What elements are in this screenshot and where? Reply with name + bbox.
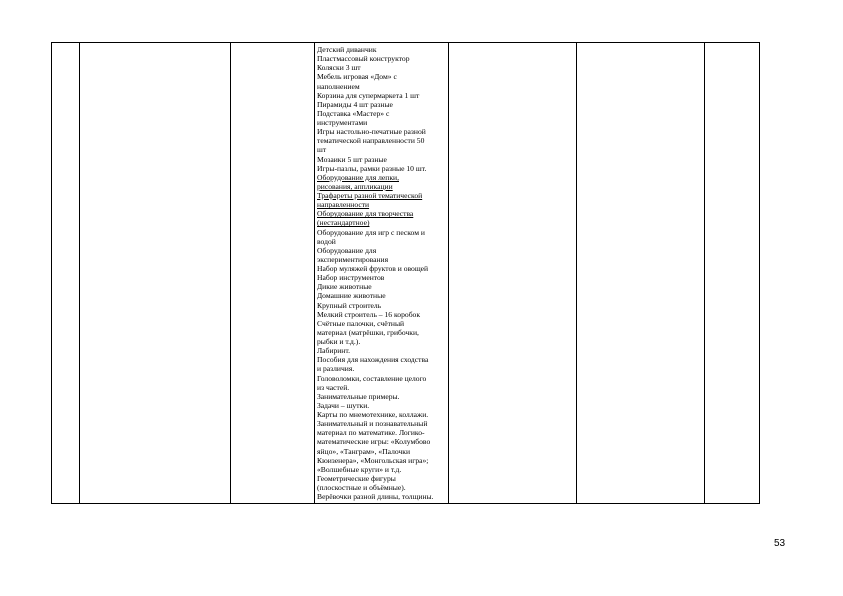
column-divider — [576, 43, 577, 503]
inventory-table — [51, 42, 760, 504]
equipment-list-line: Пособия для нахождения сходства — [317, 355, 429, 365]
equipment-list-line: материал (матрёшки, грибочки, — [317, 327, 419, 337]
equipment-list-line: Дикие животные — [317, 282, 372, 292]
equipment-list-line: Трафареты разной тематической — [317, 191, 423, 200]
page-number: 53 — [774, 538, 786, 549]
equipment-list-line: и различия. — [317, 364, 355, 374]
equipment-list-line: Занимательный и познавательный — [317, 419, 428, 429]
equipment-list-line: Верёвочки разной длины, толщины. — [317, 492, 434, 502]
equipment-list-line: Мелкий строитель – 16 коробок — [317, 309, 421, 319]
equipment-list-line: рыбки и т.д.). — [317, 337, 361, 346]
equipment-list-line: математические игры: «Колумбово — [317, 437, 431, 447]
equipment-list-line: экспериментирования — [317, 254, 389, 264]
equipment-list-line: тематической направленности 50 — [317, 136, 425, 146]
equipment-list-line: яйцо», «Танграм», «Палочки — [317, 446, 411, 456]
equipment-list-line: из частей. — [317, 382, 350, 392]
column-divider — [448, 43, 449, 503]
equipment-list-line: рисования, аппликации — [317, 181, 393, 191]
equipment-list-line: Крупный строитель — [317, 300, 382, 310]
equipment-list-line: инструментами — [317, 118, 368, 127]
equipment-list-line: Мебель игровая «Дом» с — [317, 72, 397, 82]
equipment-list-line: Пирамиды 4 шт разные — [317, 99, 393, 109]
equipment-list-line: Оборудование для творчества — [317, 209, 414, 219]
equipment-list-line: шт — [317, 145, 327, 155]
equipment-list-line: Занимательные примеры. — [317, 391, 400, 401]
equipment-list-line: Коляски 3 шт — [317, 63, 361, 73]
equipment-list-line: Задачи – шутки. — [317, 400, 370, 410]
equipment-list-line: Игры-пазлы, рамки разные 10 шт. — [317, 163, 427, 173]
equipment-list-line: Игры настольно-печатные разной — [317, 127, 426, 137]
equipment-list-line: Оборудование для лепки, — [317, 172, 399, 182]
column-divider — [230, 43, 231, 503]
equipment-list-line: Оборудование для — [317, 245, 377, 255]
equipment-list-line: Подставка «Мастер» с — [317, 108, 390, 118]
equipment-list-line: (плоскостные и объёмные). — [317, 483, 406, 492]
equipment-list-line: Карты по мнемотехнике, коллажи. — [317, 410, 429, 419]
equipment-list-line: Мозаики 5 шт разные — [317, 154, 387, 164]
equipment-list-line: Корзина для супермаркета 1 шт — [317, 90, 420, 100]
equipment-list-line: Головоломки, составление целого — [317, 373, 427, 383]
column-divider — [314, 43, 315, 503]
equipment-list-cell — [317, 45, 445, 501]
equipment-list-line: Кюизенера», «Монгольская игра»; — [317, 455, 429, 465]
equipment-list-line: (нестандартное) — [317, 218, 370, 228]
equipment-list-line: Набор муляжей фруктов и овощей — [317, 264, 429, 273]
equipment-list-line: водой — [317, 236, 336, 246]
equipment-list-line: Оборудование для игр с песком и — [317, 227, 425, 237]
equipment-list-line: Счётные палочки, счётный — [317, 318, 405, 328]
equipment-list-line: направленности — [317, 200, 370, 210]
equipment-list-line: Лабиринт. — [317, 346, 351, 356]
column-divider — [704, 43, 705, 503]
equipment-list-line: Геометрические фигуры — [317, 473, 396, 483]
equipment-list-line: материал по математике. Логико- — [317, 428, 425, 438]
equipment-list-line: Пластмассовый конструктор — [317, 54, 410, 64]
column-divider — [79, 43, 80, 503]
equipment-list-line: Набор инструментов — [317, 273, 385, 283]
equipment-list-line: Детский диванчик — [317, 45, 377, 54]
equipment-list-line: «Волшебные круги» и т.д. — [317, 464, 402, 474]
equipment-list-line: Домашние животные — [317, 291, 386, 301]
equipment-list-line: наполнением — [317, 81, 360, 91]
